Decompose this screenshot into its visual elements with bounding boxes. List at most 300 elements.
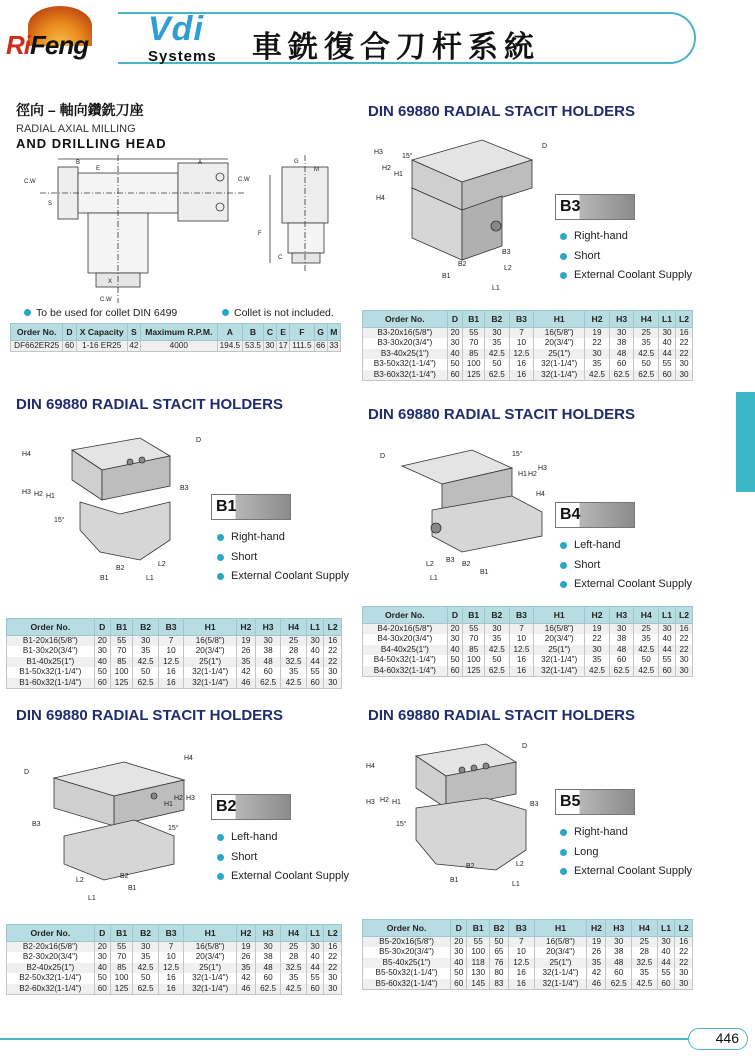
table-row	[7, 678, 342, 689]
table-cell: 32(1-1/4")	[534, 359, 585, 370]
col-header: B1	[463, 311, 485, 328]
col-header: Order No.	[7, 619, 95, 636]
col-header: Order No.	[11, 324, 63, 341]
table-cell: 16	[508, 979, 534, 990]
col-header: B1	[110, 619, 132, 636]
col-header: H4	[281, 925, 306, 942]
table-row	[7, 942, 342, 953]
b5-table	[362, 919, 693, 990]
table-cell: 30	[324, 678, 342, 689]
b1-dim-b2: B2	[116, 565, 125, 572]
dim-cw-left: C.W	[24, 179, 36, 185]
table-cell: 60	[451, 979, 467, 990]
table-cell: 16	[324, 942, 342, 953]
feature-b5-2: External Coolant Supply	[560, 862, 692, 882]
table-cell: 50	[489, 937, 508, 948]
table-cell: 42.5	[585, 370, 610, 381]
table-cell: 62.5	[634, 370, 659, 381]
table-cell: 30	[675, 666, 692, 677]
b4-dim-angle: 15°	[512, 451, 523, 458]
radial-axial-title-en2: AND DRILLING HEAD	[16, 136, 167, 151]
col-header: X Capacity	[76, 324, 127, 341]
table-cell: 40	[657, 947, 675, 958]
table-cell: 60	[447, 370, 463, 381]
col-header: Maximum R.P.M.	[141, 324, 218, 341]
feature-b4-0: Left-hand	[560, 536, 692, 556]
table-cell: B4-20x16(5/8")	[363, 624, 448, 635]
table-cell: 60	[94, 678, 110, 689]
feature-b2-0: Left-hand	[217, 828, 349, 848]
feature-b1-1: Short	[217, 548, 349, 568]
table-cell: 17	[277, 341, 290, 352]
col-header: L2	[324, 619, 342, 636]
table-cell: 7	[158, 636, 183, 647]
table-cell: 55	[306, 973, 324, 984]
b3-dim-h4: H4	[376, 195, 385, 202]
table-cell: 100	[110, 973, 132, 984]
col-header: C	[263, 324, 276, 341]
table-cell: 100	[463, 655, 485, 666]
col-header: B3	[508, 920, 534, 937]
table-cell: 35	[485, 634, 510, 645]
table-cell: 16	[508, 968, 534, 979]
table-cell: 30	[609, 624, 634, 635]
table-cell: 19	[585, 624, 610, 635]
col-header: H4	[632, 920, 658, 937]
b3-dim-angle: 15°	[402, 153, 413, 160]
b4-dim-b1: B1	[480, 569, 489, 576]
table-cell: 32(1-1/4")	[534, 968, 587, 979]
table-cell: 7	[509, 328, 534, 339]
table-cell: 60	[447, 666, 463, 677]
section-title-b1: DIN 69880 RADIAL STACIT HOLDERS	[16, 396, 283, 413]
table-cell: 70	[110, 952, 132, 963]
b5-dim-h1: H1	[392, 799, 401, 806]
dim-a: A	[198, 160, 203, 166]
col-header: D	[447, 607, 463, 624]
table-cell: 42.5	[281, 678, 306, 689]
col-header: E	[277, 324, 290, 341]
table-cell: 30	[324, 984, 342, 995]
table-cell: 19	[587, 937, 606, 948]
table-cell: 30	[657, 937, 675, 948]
feature-b3-1: Short	[560, 247, 692, 267]
table-cell: 22	[585, 338, 610, 349]
table-cell: 62.5	[133, 678, 158, 689]
col-header: M	[327, 324, 340, 341]
table-cell: 22	[675, 634, 692, 645]
table-cell: 16	[158, 973, 183, 984]
col-header: H1	[534, 920, 587, 937]
table-cell: 30	[675, 968, 693, 979]
radial-axial-title-en1: RADIAL AXIAL MILLING	[16, 123, 136, 135]
dim-s: S	[48, 201, 53, 207]
label-b4: B4	[555, 502, 635, 528]
table-cell: 32.5	[281, 963, 306, 974]
col-header: H3	[255, 619, 280, 636]
col-header: L1	[659, 311, 676, 328]
table-row	[7, 952, 342, 963]
table-cell: 10	[509, 634, 534, 645]
b1-dim-l1: L1	[146, 575, 154, 582]
footer-line	[0, 1038, 688, 1040]
col-header: B1	[110, 925, 132, 942]
table-cell: 42.5	[485, 349, 510, 360]
table-cell: 10	[158, 646, 183, 657]
b1-dim-d: D	[196, 437, 202, 444]
b1-dim-b3: B3	[180, 485, 189, 492]
table-cell: 42.5	[133, 963, 158, 974]
table-cell: 16	[509, 655, 534, 666]
table-row	[363, 645, 693, 656]
dim-f: F	[258, 231, 262, 237]
feature-b2-2: External Coolant Supply	[217, 867, 349, 887]
table-cell: 30	[675, 655, 692, 666]
col-header: L1	[306, 925, 324, 942]
table-cell: 130	[467, 968, 490, 979]
table-cell: 25(1")	[184, 963, 237, 974]
col-header: B2	[485, 311, 510, 328]
table-cell: 16	[324, 636, 342, 647]
table-cell: 16	[509, 666, 534, 677]
dim-g: G	[294, 159, 299, 165]
table-cell: 30	[94, 952, 110, 963]
table-cell: 44	[657, 958, 675, 969]
table-cell: 44	[306, 963, 324, 974]
table-cell: 26	[237, 952, 256, 963]
col-header: H1	[534, 607, 585, 624]
table-cell: 40	[306, 646, 324, 657]
dim-m: M	[314, 167, 319, 173]
table-cell: 30	[94, 646, 110, 657]
b5-drawing	[366, 740, 546, 905]
table-row	[363, 370, 693, 381]
table-cell: 30	[606, 937, 632, 948]
b1-dim-h2: H2	[34, 491, 43, 498]
table-cell: 38	[606, 947, 632, 958]
table-cell: 50	[634, 359, 659, 370]
table-cell: 50	[447, 655, 463, 666]
table-cell: 20(3/4")	[184, 952, 237, 963]
col-header: L2	[675, 607, 692, 624]
table-row	[11, 341, 341, 352]
b2-dim-angle: 15°	[168, 825, 179, 832]
table-cell: B4-30x20(3/4")	[363, 634, 448, 645]
brand-systems: Systems	[148, 48, 217, 65]
table-cell: 30	[675, 370, 692, 381]
table-cell: 50	[485, 655, 510, 666]
table-cell: B2-40x25(1")	[7, 963, 95, 974]
table-row	[363, 328, 693, 339]
features-b5	[560, 823, 692, 882]
table-row	[363, 947, 693, 958]
col-header: L2	[675, 920, 693, 937]
table-cell: 62.5	[133, 984, 158, 995]
table-cell: 22	[585, 634, 610, 645]
table-cell: 62.5	[609, 666, 634, 677]
b3-dim-h1: H1	[394, 171, 403, 178]
table-cell: B2-60x32(1-1/4")	[7, 984, 95, 995]
table-cell: 19	[585, 328, 610, 339]
col-header: D	[63, 324, 76, 341]
table-cell: B1-50x32(1-1/4")	[7, 667, 95, 678]
table-cell: 16	[675, 624, 692, 635]
col-header: L1	[657, 920, 675, 937]
table-row	[7, 973, 342, 984]
table-cell: 30	[585, 645, 610, 656]
table-cell: 20(3/4")	[534, 634, 585, 645]
b5-dim-l2: L2	[516, 861, 524, 868]
table-cell: 25	[632, 937, 658, 948]
feature-b5-0: Right-hand	[560, 823, 692, 843]
table-cell: 42	[127, 341, 140, 352]
b5-dim-d: D	[522, 743, 528, 750]
table-cell: 55	[463, 328, 485, 339]
table-cell: 22	[675, 338, 692, 349]
table-cell: 42	[237, 973, 256, 984]
col-header: D	[447, 311, 463, 328]
table-cell: 35	[634, 634, 659, 645]
label-b1: B1	[211, 494, 291, 520]
table-cell: 12.5	[158, 657, 183, 668]
table-cell: 40	[306, 952, 324, 963]
table-cell: 32.5	[281, 657, 306, 668]
table-cell: 28	[632, 947, 658, 958]
col-header: H2	[237, 619, 256, 636]
table-cell: B4-40x25(1")	[363, 645, 448, 656]
table-cell: 30	[447, 634, 463, 645]
table-cell: 25	[281, 636, 306, 647]
col-header: H2	[585, 311, 610, 328]
col-header: H1	[184, 619, 237, 636]
b5-dim-b1: B1	[450, 877, 459, 884]
table-cell: 35	[133, 646, 158, 657]
col-header: H4	[281, 619, 306, 636]
table-cell: 40	[659, 338, 676, 349]
table-cell: 85	[110, 963, 132, 974]
table-row	[363, 666, 693, 677]
table-cell: 60	[63, 341, 76, 352]
table-cell: 60	[255, 667, 280, 678]
table-cell: 60	[94, 984, 110, 995]
table-cell: 80	[489, 968, 508, 979]
table-cell: 46	[237, 678, 256, 689]
brand-vdi: Vdi	[148, 10, 204, 48]
table-cell: 40	[451, 958, 467, 969]
b1-dim-h1: H1	[46, 493, 55, 500]
table-cell: 30	[659, 328, 676, 339]
table-cell: 55	[659, 655, 676, 666]
col-header: H3	[609, 311, 634, 328]
table-cell: 35	[237, 963, 256, 974]
table-cell: B1-30x20(3/4")	[7, 646, 95, 657]
b2-dim-l1: L1	[88, 895, 96, 902]
table-cell: 60	[657, 979, 675, 990]
table-cell: 32(1-1/4")	[184, 667, 237, 678]
b5-dim-h4: H4	[366, 763, 375, 770]
table-cell: B2-30x20(3/4")	[7, 952, 95, 963]
table-row	[363, 359, 693, 370]
table-cell: 16	[158, 984, 183, 995]
table-cell: 35	[587, 958, 606, 969]
table-cell: 46	[587, 979, 606, 990]
table-cell: 32.5	[632, 958, 658, 969]
b2-dim-b3: B3	[32, 821, 41, 828]
table-cell: 55	[659, 359, 676, 370]
table-cell: 42.5	[634, 666, 659, 677]
radial-axial-table	[10, 323, 341, 352]
table-cell: 38	[255, 646, 280, 657]
table-cell: 40	[659, 634, 676, 645]
table-cell: 60	[255, 973, 280, 984]
col-header: B1	[463, 607, 485, 624]
table-cell: 48	[609, 349, 634, 360]
table-cell: 22	[324, 952, 342, 963]
table-cell: 22	[675, 645, 692, 656]
table-cell: 42.5	[281, 984, 306, 995]
table-cell: 70	[463, 634, 485, 645]
table-cell: 12.5	[509, 349, 534, 360]
b4-dim-h3: H3	[538, 465, 547, 472]
table-cell: 30	[447, 338, 463, 349]
b3-dim-h2: H2	[382, 165, 391, 172]
b1-table	[6, 618, 342, 689]
table-cell: 42.5	[133, 657, 158, 668]
table-cell: 44	[659, 645, 676, 656]
rifeng-logo: RiFeng	[6, 30, 89, 60]
table-cell: 65	[489, 947, 508, 958]
table-cell: 48	[255, 657, 280, 668]
section-title-b2: DIN 69880 RADIAL STACIT HOLDERS	[16, 707, 283, 724]
note-collet-din: To be used for collet DIN 6499	[24, 307, 177, 319]
table-cell: 66	[314, 341, 327, 352]
table-cell: 30	[451, 947, 467, 958]
col-header: B2	[485, 607, 510, 624]
feature-b5-1: Long	[560, 843, 692, 863]
dim-cw-bottom: C.W	[100, 297, 112, 303]
table-cell: 30	[485, 328, 510, 339]
table-cell: 30	[306, 636, 324, 647]
col-header: H2	[237, 925, 256, 942]
b4-dim-l1: L1	[430, 575, 438, 582]
b3-table	[362, 310, 693, 381]
table-cell: 50	[451, 968, 467, 979]
table-cell: 7	[508, 937, 534, 948]
table-cell: 35	[585, 655, 610, 666]
table-cell: 30	[133, 636, 158, 647]
table-cell: 50	[133, 667, 158, 678]
table-cell: 16(5/8")	[534, 328, 585, 339]
col-header: H4	[634, 607, 659, 624]
table-cell: 55	[110, 636, 132, 647]
table-cell: 22	[324, 646, 342, 657]
table-cell: B5-30x20(3/4")	[363, 947, 451, 958]
b3-dim-h3: H3	[374, 149, 383, 156]
table-cell: 32(1-1/4")	[534, 666, 585, 677]
note-collet-not-included: Collet is not included.	[222, 307, 334, 319]
b1-dim-h3: H3	[22, 489, 31, 496]
col-header: L1	[306, 619, 324, 636]
table-cell: B1-20x16(5/8")	[7, 636, 95, 647]
table-cell: 55	[467, 937, 490, 948]
col-header: H3	[609, 607, 634, 624]
section-title-b5: DIN 69880 RADIAL STACIT HOLDERS	[368, 707, 635, 724]
col-header: L1	[659, 607, 676, 624]
table-cell: 22	[675, 947, 693, 958]
table-cell: B3-30x20(3/4")	[363, 338, 448, 349]
b4-table	[362, 606, 693, 677]
col-header: Order No.	[363, 311, 448, 328]
table-cell: 35	[632, 968, 658, 979]
feature-b3-0: Right-hand	[560, 227, 692, 247]
page-title: 車銑復合刀杆系統	[252, 31, 540, 64]
table-cell: 42.5	[634, 349, 659, 360]
table-cell: 46	[237, 984, 256, 995]
page-number: 446	[688, 1028, 748, 1050]
table-cell: 60	[306, 984, 324, 995]
col-header: F	[290, 324, 314, 341]
table-cell: 60	[609, 359, 634, 370]
b1-dim-b1: B1	[100, 575, 109, 582]
table-cell: 55	[110, 942, 132, 953]
b4-dim-h1: H1	[518, 471, 527, 478]
table-row	[363, 655, 693, 666]
table-cell: 53.5	[243, 341, 264, 352]
table-cell: 20	[447, 328, 463, 339]
table-row	[7, 636, 342, 647]
table-row	[7, 646, 342, 657]
table-cell: 42	[587, 968, 606, 979]
table-cell: B3-50x32(1-1/4")	[363, 359, 448, 370]
table-row	[363, 624, 693, 635]
table-cell: 22	[324, 657, 342, 668]
table-cell: 16	[675, 328, 692, 339]
table-cell: 7	[509, 624, 534, 635]
col-header: B3	[158, 619, 183, 636]
table-cell: B1-40x25(1")	[7, 657, 95, 668]
b5-dim-h2: H2	[380, 797, 389, 804]
table-cell: 20	[94, 942, 110, 953]
b3-dim-b3: B3	[502, 249, 511, 256]
table-cell: 22	[675, 349, 692, 360]
table-row	[7, 963, 342, 974]
col-header: B	[243, 324, 264, 341]
table-cell: 7	[158, 942, 183, 953]
table-cell: 48	[609, 645, 634, 656]
table-cell: 26	[237, 646, 256, 657]
table-cell: B5-20x16(5/8")	[363, 937, 451, 948]
table-cell: 35	[485, 338, 510, 349]
section-title-b4: DIN 69880 RADIAL STACIT HOLDERS	[368, 406, 635, 423]
table-cell: 25(1")	[184, 657, 237, 668]
label-b2: B2	[211, 794, 291, 820]
table-cell: 1-16 ER25	[76, 341, 127, 352]
table-cell: 125	[463, 370, 485, 381]
table-cell: 30	[675, 359, 692, 370]
table-cell: B5-60x32(1-1/4")	[363, 979, 451, 990]
table-cell: 30	[255, 942, 280, 953]
table-cell: 19	[237, 942, 256, 953]
table-cell: 28	[281, 952, 306, 963]
table-cell: 38	[609, 338, 634, 349]
col-header: D	[94, 619, 110, 636]
col-header: H2	[585, 607, 610, 624]
b5-dim-b2: B2	[466, 863, 475, 870]
table-cell: 28	[281, 646, 306, 657]
b4-dim-b3: B3	[446, 557, 455, 564]
table-cell: 25	[634, 624, 659, 635]
table-cell: 25(1")	[534, 645, 585, 656]
